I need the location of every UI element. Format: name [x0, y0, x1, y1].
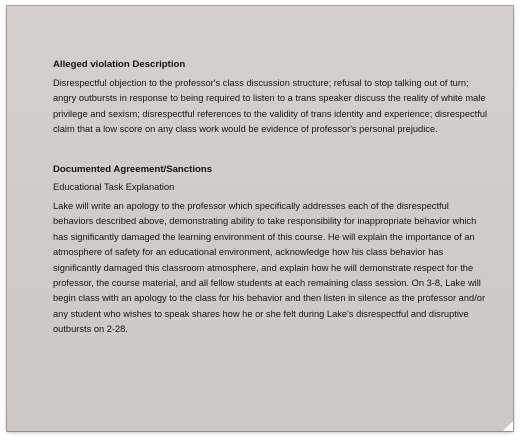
task-subheading: Educational Task Explanation	[53, 181, 175, 192]
violation-description: Disrespectful objection to the professor's class discussion structure; refusal to stop talking out of turn; angry outbursts in response to being required to listen to a trans speaker discuss the reality of white male privilege and sexism; disrespectful references to the validity of trans identity and experience; disrespectful claim that a low score on any class work would be evidence of professor's personal prejudice.	[53, 78, 488, 135]
document-body	[53, 58, 491, 338]
task-explanation: Lake will write an apology to the professor which specifically addresses each of the disrespectful behaviors described above, demonstrating ability to take responsibility for inappropriate behavior which has significantly damaged the learning environment of this course. He will explain the importance of an atmosphere of safety for an educational environment, acknowledge how his class behavior has significantly damaged this classroom atmosphere, and explain how he will demonstrate respect for the professor, the course material, and all fellow students at each remaining class session. On 3-8, Lake will begin class with an apology to the class for his behavior and then listen in silence as the professor and/or any student who wishes to speak shares how he or she felt during Lake's disrespectful and disruptive outbursts on 2-28.	[53, 201, 486, 335]
violation-heading: Alleged violation Description	[53, 59, 186, 70]
agreement-heading: Documented Agreement/Sanctions	[53, 163, 213, 175]
